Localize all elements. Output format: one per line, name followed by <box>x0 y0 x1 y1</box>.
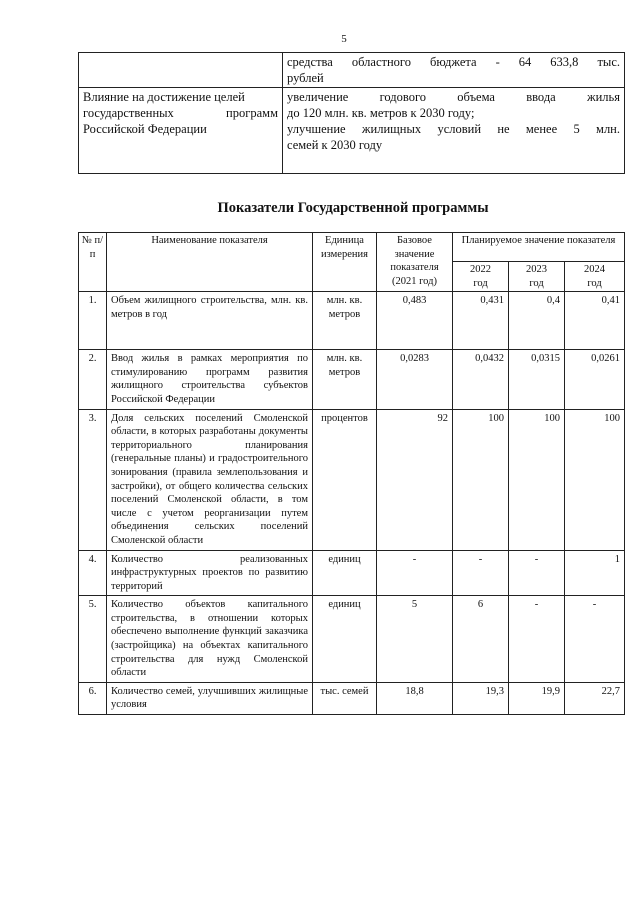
row-base: 0,0283 <box>377 350 453 409</box>
impact-value-line: семей к 2030 году <box>287 138 383 152</box>
impact-value-line: до 120 млн. кв. метров к 2030 году; <box>287 106 475 120</box>
row-unit: процентов <box>313 409 377 550</box>
passport-row-funding <box>79 53 625 88</box>
row-unit: млн. кв. метров <box>313 292 377 350</box>
row-2023: 0,4 <box>509 292 565 350</box>
row-2024: 1 <box>565 550 625 596</box>
row-base: - <box>377 550 453 596</box>
row-unit: тыс. семей <box>313 682 377 714</box>
row-unit: единиц <box>313 550 377 596</box>
row-num: 1. <box>79 292 107 350</box>
header-unit: Единица измерения <box>313 233 377 292</box>
impact-label-line: Влияние на достижение целей <box>83 90 245 104</box>
table-row <box>79 550 625 596</box>
header-year-2023 <box>509 262 565 292</box>
row-base: 18,8 <box>377 682 453 714</box>
row-name: Объем жилищного строительства, млн. кв. метров в год <box>107 292 313 350</box>
row-num: 4. <box>79 550 107 596</box>
row-2022: 6 <box>453 596 509 683</box>
row-2022: 19,3 <box>453 682 509 714</box>
row-base: 92 <box>377 409 453 550</box>
row-name: Доля сельских поселений Смоленской области, в которых разработаны документы территориального планирования (генеральные планы) и градостроительного зонирования (правила землепользования и застройки), от общего количества сельских поселений Смоленской области, в том числе с учетом реорганизации путем объединения сельских поселений Смоленской области <box>107 409 313 550</box>
row-num: 5. <box>79 596 107 683</box>
row-2022: - <box>453 550 509 596</box>
row-name: Ввод жилья в рамках мероприятия по стимулированию программ развития жилищного строительства субъектов Российской Федерации <box>107 350 313 409</box>
row-name: Количество семей, улучшивших жилищные условия <box>107 682 313 714</box>
header-year-value: 2022 <box>470 264 491 275</box>
row-2024: 0,41 <box>565 292 625 350</box>
table-row <box>79 350 625 409</box>
row-2024: 0,0261 <box>565 350 625 409</box>
header-year-suffix: год <box>587 277 602 289</box>
impact-value-line: улучшение жилищных условий не менее 5 млн. <box>287 122 620 136</box>
row-2022: 0,0432 <box>453 350 509 409</box>
row-2023: 0,0315 <box>509 350 565 409</box>
row-base: 5 <box>377 596 453 683</box>
row-2022: 0,431 <box>453 292 509 350</box>
row-unit: млн. кв. метров <box>313 350 377 409</box>
row-2022: 100 <box>453 409 509 550</box>
row-2024: - <box>565 596 625 683</box>
header-year-2024 <box>565 262 625 292</box>
table-row <box>79 409 625 550</box>
passport-cell-impact-value <box>283 88 625 174</box>
passport-funding-line: средства областного бюджета - 64 633,8 тыс. <box>287 55 620 69</box>
header-year-value: 2024 <box>584 264 605 275</box>
row-unit: единиц <box>313 596 377 683</box>
row-2023: 19,9 <box>509 682 565 714</box>
passport-cell-impact-label <box>79 88 283 174</box>
header-num: № п/п <box>79 233 107 292</box>
impact-value-line: увеличение годового объема ввода жилья <box>287 90 620 104</box>
header-base: Базовое значение показателя (2021 год) <box>377 233 453 292</box>
section-title: Показатели Государственной программы <box>217 200 489 216</box>
header-year-2022 <box>453 262 509 292</box>
row-num: 6. <box>79 682 107 714</box>
row-num: 2. <box>79 350 107 409</box>
row-2023: 100 <box>509 409 565 550</box>
row-2023: - <box>509 550 565 596</box>
header-row <box>79 233 625 262</box>
row-base: 0,483 <box>377 292 453 350</box>
row-name: Количество реализованных инфраструктурных проектов по развитию территорий <box>107 550 313 596</box>
row-2024: 100 <box>565 409 625 550</box>
passport-row-impact <box>79 88 625 174</box>
passport-cell-funding <box>283 53 625 88</box>
row-2023: - <box>509 596 565 683</box>
row-name: Количество объектов капитального строительства, в отношении которых обеспечено выполнение функций заказчика (застройщика) на объектах капитального строительства для нужд Смоленской области <box>107 596 313 683</box>
table-row <box>79 682 625 714</box>
header-planned: Планируемое значение показателя <box>453 233 625 262</box>
page-number: 5 <box>341 33 347 45</box>
passport-cell-empty <box>79 53 283 88</box>
impact-label-line: государственных программ <box>83 106 278 120</box>
indicators-table <box>78 232 625 715</box>
header-year-suffix: год <box>529 277 544 289</box>
row-num: 3. <box>79 409 107 550</box>
passport-funding-line: рублей <box>287 71 324 85</box>
row-2024: 22,7 <box>565 682 625 714</box>
impact-label-line: Российской Федерации <box>83 122 207 136</box>
passport-table <box>78 52 625 174</box>
header-year-suffix: год <box>473 277 488 289</box>
table-row <box>79 292 625 350</box>
header-name: Наименование показателя <box>107 233 313 292</box>
header-year-value: 2023 <box>526 264 547 275</box>
table-row <box>79 596 625 683</box>
